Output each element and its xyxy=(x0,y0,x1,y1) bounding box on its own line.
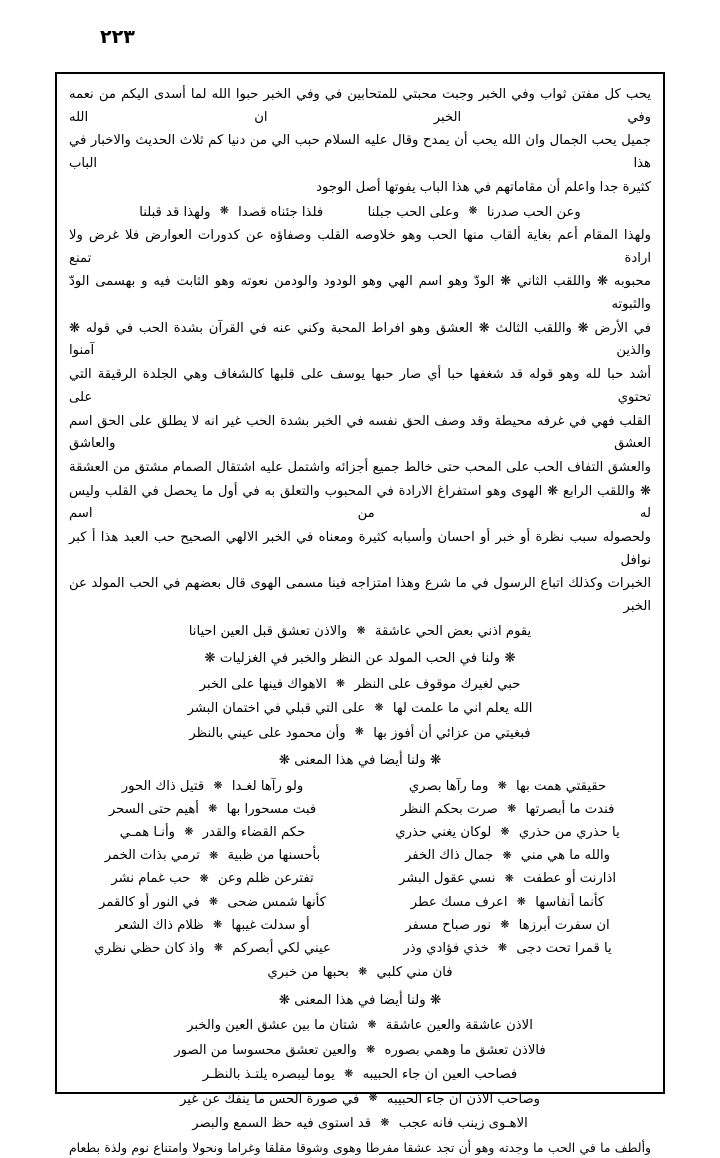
table-row xyxy=(69,891,651,914)
verse-line xyxy=(69,1014,651,1038)
verse-hemistich: كأنما أنفاسها xyxy=(535,894,605,910)
verse-hemistich: فلذا جئناه قصدا xyxy=(238,204,324,220)
verse-separator-icon: ❋ xyxy=(356,623,366,637)
verse-hemistich: ولهذا قد قبلنا xyxy=(139,204,211,220)
verse-hemistich: حقيقتي همت بها xyxy=(516,778,607,794)
couplet-right xyxy=(360,914,651,937)
verse-hemistich: وعلى الحب جبلنا xyxy=(367,204,460,220)
verse-separator-icon: ❋ xyxy=(209,848,219,862)
verse-separator-icon: ❋ xyxy=(335,676,346,690)
verse-hemistich: يقوم اذني بعض الحي عاشقة xyxy=(374,623,532,639)
verse-hemistich: ولو رآها لغـدا xyxy=(231,778,304,794)
verse-hemistich: حكم القضاء والقدر xyxy=(202,824,306,840)
paragraph-line: محبوبه ❋ واللقب الثاني ❋ الودّ وهو اسم الهي وهو الودود والودمن نعوته وهو الثابت فيه و بهسمى الودّ والثبوته xyxy=(69,274,651,313)
couplet-final xyxy=(69,961,651,985)
section-heading: ❋ ولنا في الحب المولد عن النظر والخبر في الغزليات ❋ xyxy=(204,651,516,667)
verse-hemistich: فبت مسحورا بها xyxy=(226,801,317,817)
table-row xyxy=(69,914,651,937)
verse-hemistich: بأحسنها من ظبية xyxy=(227,848,321,864)
verse-hemistich: والاذن تعشق قبل العين احيانا xyxy=(188,623,348,639)
verse-hemistich: والله ما هي مني xyxy=(520,848,611,864)
verse-hemistich: وما رآها بصري xyxy=(408,778,489,794)
verse-hemistich: في النور أو كالقمر xyxy=(99,894,200,910)
verse-separator-icon: ❋ xyxy=(213,941,224,955)
verse-hemistich: فندت ما أبصرتها xyxy=(525,801,615,817)
opening-paragraph xyxy=(69,84,651,200)
paragraph-line: أشد حبا لله وهو قوله قد شغفها حبا أي صار حبها يوسف على قلبها كالشغاف وهي الجلدة الرقيقة التي تحتوي على xyxy=(69,367,651,405)
paragraph-line: والعشق التفاف الحب على المحب حتى خالط جميع أجزائه واشتمل عليه اشتقال الصمام مشتق من العشقة xyxy=(69,459,651,475)
verse-separator-icon: ❋ xyxy=(497,778,507,792)
verse-hemistich: يوما ليبصره يلتـذ بالنظـر xyxy=(202,1067,335,1083)
verse-separator-icon: ❋ xyxy=(199,871,209,885)
paragraph-line: ولحصوله سبب نظرة أو خبر أو احسان وأسبابه كثيرة ومعناه في الخبر الالهي الصحيح حب العبد هذا أ كبر نوافل xyxy=(69,530,651,568)
verse-hemistich: ان سفرت أبرزها xyxy=(518,917,610,933)
verse-hemistich: فصاحب العين ان جاء الحبيبه xyxy=(362,1067,518,1083)
verse-hemistich: وأنـا همـي xyxy=(119,824,175,840)
verse-hemistich: والعين تعشق محسوسا من الصور xyxy=(174,1042,357,1058)
couplet-right xyxy=(360,798,651,821)
verse-separator-icon: ❋ xyxy=(219,204,229,218)
couplet-left xyxy=(69,844,360,867)
verse-hemistich: عيني لكي أبصركم xyxy=(232,941,331,957)
couplet-table xyxy=(69,775,651,961)
verse-hemistich: شتان ما بين عشق العين والخبر xyxy=(187,1018,359,1034)
verse-hemistich: يا قمرا تحت دجى xyxy=(516,941,612,957)
verse-hemistich: قد استوى فيه حظ السمع والبصر xyxy=(192,1115,372,1131)
paragraph-2 xyxy=(69,225,651,619)
verse-separator-icon: ❋ xyxy=(502,848,512,862)
verse-hemistich: جمال ذاك الخفر xyxy=(404,848,494,864)
verse-separator-icon: ❋ xyxy=(354,725,364,739)
table-row xyxy=(69,775,651,798)
verse-line xyxy=(69,697,651,721)
verse-hemistich: بحبها من خبري xyxy=(267,965,349,981)
couplet-right xyxy=(360,821,651,844)
verse-hemistich: فبغيتي من عزائي أن أفوز بها xyxy=(373,725,531,741)
verse-block-1 xyxy=(69,201,651,225)
verse-line xyxy=(69,1088,651,1112)
verse-separator-icon: ❋ xyxy=(500,825,510,839)
paragraph-line: ❋ واللقب الرابع ❋ الهوى وهو استفراغ الارادة في المحبوب والتعلق به في أول ما يحصل في القلب وليس له من اسم xyxy=(69,483,651,522)
couplet-left xyxy=(69,937,360,960)
table-row xyxy=(69,937,651,960)
verse-separator-icon: ❋ xyxy=(184,825,194,839)
verse-hemistich: خذي فؤادي وذر xyxy=(403,941,489,957)
verse-hemistich: أو سدلت غيبها xyxy=(231,917,310,933)
verse-hemistich: الله يعلم اني ما علمت لها xyxy=(392,701,533,717)
couplet-right xyxy=(360,867,651,890)
verse-hemistich: نسي عقول البشر xyxy=(399,871,496,887)
verse-line xyxy=(69,1039,651,1063)
verse-separator-icon: ❋ xyxy=(504,871,514,885)
verse-hemistich: حب غمام نشر xyxy=(111,871,191,887)
verse-separator-icon: ❋ xyxy=(208,895,219,908)
table-row xyxy=(69,867,651,890)
couplet-left xyxy=(69,821,360,844)
couplet-left xyxy=(69,798,360,821)
verse-hemistich: على التي قبلي في اختمان البشر xyxy=(187,701,366,717)
section-heading: ❋ ولنا أيضا في هذا المعنى ❋ xyxy=(278,753,442,769)
verse-line xyxy=(69,1063,651,1087)
verse-separator-icon: ❋ xyxy=(500,918,510,932)
paragraph-line: القلب فهي في غرفه محيطة وقد وصف الحق نفسه في الخبر بشدة الحب غير انه لا يطلق على الحق اسم العشق والعاشق xyxy=(69,413,651,452)
verse-separator-icon: ❋ xyxy=(358,965,368,979)
verse-hemistich: وأن محمود على عيني بالنظر xyxy=(189,725,346,741)
couplet-left xyxy=(69,914,360,937)
verse-hemistich: أهيم حتى السحر xyxy=(108,801,199,817)
verse-separator-icon: ❋ xyxy=(380,1115,390,1129)
couplet-right xyxy=(360,937,651,960)
verse-hemistich: لوكان يغني حذري xyxy=(395,824,492,840)
verse-hemistich: ظلام ذاك الشعر xyxy=(115,917,204,933)
verse-hemistich: الاهواك فينها على الخبر xyxy=(199,676,327,692)
verse-separator-icon: ❋ xyxy=(212,918,223,932)
verse-hemistich: قتيل ذاك الحور xyxy=(121,778,205,794)
couplet-left xyxy=(69,775,360,798)
verse-line xyxy=(69,1112,651,1136)
paragraph-line: الخبرات وكذلك اتباع الرسول في ما شرع وهذا امتزاجه فينا مسمى الهوى قال بعضهم في الحب المولد عن الخبر xyxy=(69,576,651,615)
verse-separator-icon: ❋ xyxy=(368,1091,378,1105)
verse-hemistich: صرت بحكم النظر xyxy=(400,801,498,817)
paragraph-line: جميل يحب الجمال وان الله يحب أن يمدح وقال عليه السلام حبب الي من دنيا كم ثلاث الحديث والاخبار في هذا الباب xyxy=(69,133,651,172)
verse-line xyxy=(69,722,651,746)
verse-hemistich: اعرف مسك عطر xyxy=(410,894,508,910)
verse-hemistich: ترمي بذات الخمر xyxy=(104,848,200,864)
verse-separator-icon: ❋ xyxy=(208,802,218,816)
paragraph-line: في الأرض ❋ واللقب الثالث ❋ العشق وهو افراط المحبة وكني عنه في القرآن بشدة الحب في قوله ❋ والذين آمنوا xyxy=(69,320,651,359)
couplet-left xyxy=(69,891,360,914)
table-row xyxy=(69,798,651,821)
verse-block-3 xyxy=(69,673,651,746)
verse-block-4 xyxy=(69,1014,651,1136)
verse-hemistich: وصاحب الاذن ان جاء الحبيبه xyxy=(386,1091,541,1107)
verse-hemistich: وعن الحب صدرنا xyxy=(486,204,581,220)
verse-hemistich: فان مني كلبي xyxy=(376,965,453,981)
verse-hemistich: واذ كان حظي نظري xyxy=(94,941,205,957)
verse-separator-icon: ❋ xyxy=(367,1018,377,1032)
table-row xyxy=(69,844,651,867)
couplet-right xyxy=(360,775,651,798)
paragraph-line: ولهذا المقام أعم بغاية ألقاب منها الحب وهو خلاوصه القلب وصفاؤه عن كدورات العوارض فلا غرض ولا ارادة تمنع xyxy=(69,227,651,266)
verse-line xyxy=(69,673,651,697)
couplet-right xyxy=(360,844,651,867)
verse-hemistich: تفترعن ظلم وعن xyxy=(217,871,314,887)
verse-separator-icon: ❋ xyxy=(213,778,223,792)
verse-hemistich: الاذن عاشقة والعين عاشقة xyxy=(385,1018,533,1034)
paragraph-line: كثيرة جدا واعلم أن مقاماتهم في هذا الباب يفوتها أصل الوجود xyxy=(316,179,651,195)
verse-hemistich: نور صباح مسفر xyxy=(405,917,491,933)
verse-separator-icon: ❋ xyxy=(516,895,526,908)
verse-hemistich: اذارنت أو عطفت xyxy=(523,871,616,887)
table-row xyxy=(69,821,651,844)
text-frame xyxy=(55,72,665,1156)
verse-separator-icon: ❋ xyxy=(507,802,517,816)
verse-separator-icon: ❋ xyxy=(366,1042,376,1056)
verse-separator-icon: ❋ xyxy=(468,204,478,218)
verse-hemistich: في صورة الحس ما ينفك عن غير xyxy=(179,1091,360,1107)
closing-paragraph: وألطف ما في الحب ما وجدته وهو أن تجد عشقا مفرطا وهوى وشوقا مقلقا وغراما ونحولا وامتناع نوم ولذة بطعام xyxy=(69,1140,651,1156)
page-number: ٢٢٣ xyxy=(100,26,135,48)
verse-hemistich: كأنها شمس ضحى xyxy=(227,894,326,910)
verse-separator-icon: ❋ xyxy=(374,701,384,715)
paragraph-line: يحب كل مفتن ثواب وفي الخبر وجبت محبتي للمتحابين في وفي الخبر حبوا الله لما أسدى اليكم من نعمه وفي الخبر ان الله xyxy=(69,87,651,125)
couplet-left xyxy=(69,867,360,890)
verse-hemistich: حبي لغيرك موقوف على النظر xyxy=(354,676,521,692)
verse-separator-icon: ❋ xyxy=(497,941,508,955)
couplet-right xyxy=(360,891,651,914)
verse-hemistich: يا حذري من حذري xyxy=(518,824,620,840)
verse-hemistich: فالاذن تعشق ما وهمي بصوره xyxy=(384,1042,546,1058)
verse-separator-icon: ❋ xyxy=(344,1066,354,1080)
section-heading: ❋ ولنا أيضا في هذا المعنى ❋ xyxy=(278,992,442,1008)
verse-block-2 xyxy=(69,620,651,644)
verse-hemistich: الاهـوى زينب فانه عجب xyxy=(398,1115,528,1131)
